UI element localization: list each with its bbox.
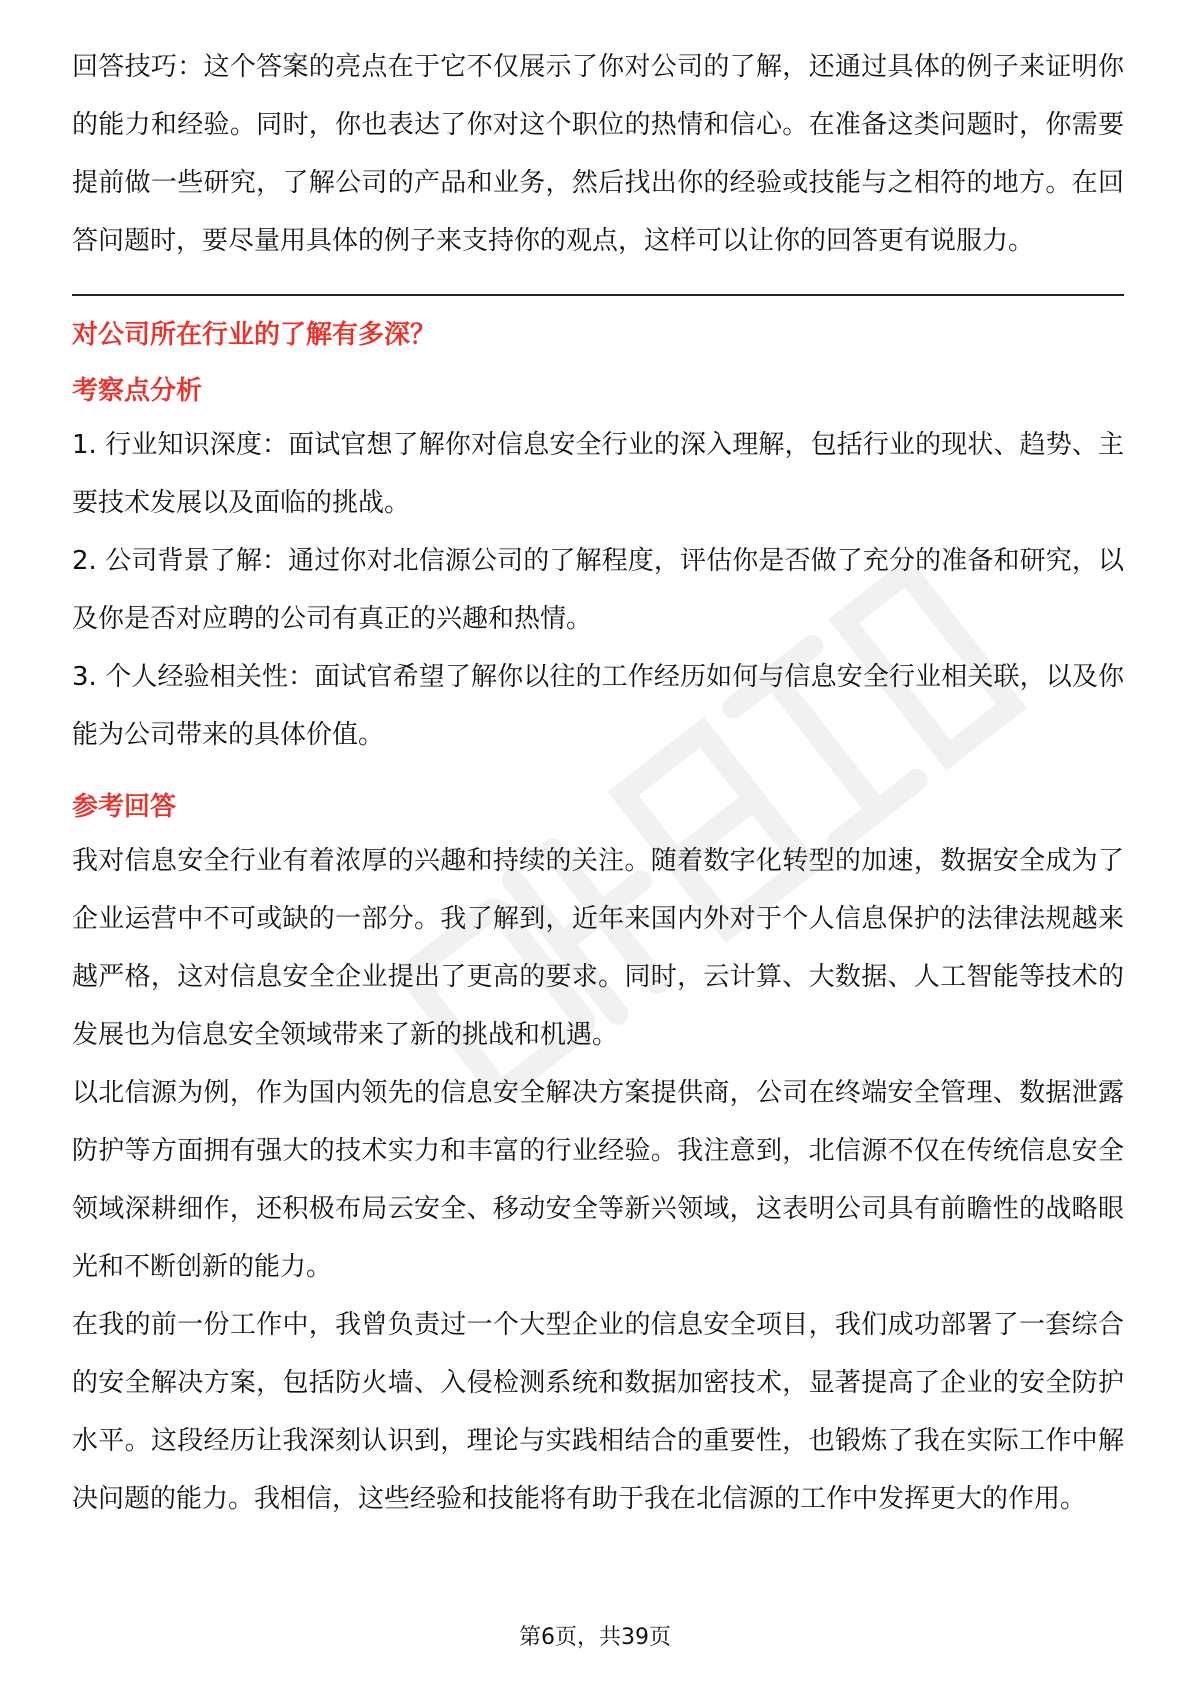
analysis-item-3: 3. 个人经验相关性：面试官希望了解你以往的工作经历如何与信息安全行业相关联，以及你能为公司带来的具体价值。 — [72, 662, 1124, 750]
analysis-item-2: 2. 公司背景了解：通过你对北信源公司的了解程度，评估你是否做了充分的准备和研究，以及你是否对应聘的公司有真正的兴趣和热情。 — [72, 546, 1124, 634]
section-divider — [72, 294, 1124, 296]
page-number: 第6页，共39页 — [519, 1625, 671, 1650]
answer-tip-paragraph: 回答技巧：这个答案的亮点在于它不仅展示了你对公司的了解，还通过具体的例子来证明你的能力和经验。同时，你也表达了你对这个职位的热情和信心。在准备这类问题时，你需要提前做一些研究，了解公司的产品和业务，然后找出你的经验或技能与之相符的地方。在回答问题时，要尽量用具体的例子来支持你的观点，这样可以让你的回答更有说服力。 — [72, 52, 1124, 256]
analysis-heading: 考察点分析 — [72, 376, 203, 406]
answer-heading: 参考回答 — [72, 792, 177, 822]
question-title: 对公司所在行业的了解有多深？ — [72, 320, 437, 350]
document-page — [72, 38, 1124, 1528]
analysis-item-1: 1. 行业知识深度：面试官想了解你对信息安全行业的深入理解，包括行业的现状、趋势、主要技术发展以及面临的挑战。 — [72, 430, 1124, 518]
answer-paragraph-1: 我对信息安全行业有着浓厚的兴趣和持续的关注。随着数字化转型的加速，数据安全成为了企业运营中不可或缺的一部分。我了解到，近年来国内外对于个人信息保护的法律法规越来越严格，这对信息安全企业提出了更高的要求。同时，云计算、大数据、人工智能等技术的发展也为信息安全领域带来了新的挑战和机遇。 — [72, 846, 1124, 1050]
answer-paragraph-2: 以北信源为例，作为国内领先的信息安全解决方案提供商，公司在终端安全管理、数据泄露防护等方面拥有强大的技术实力和丰富的行业经验。我注意到，北信源不仅在传统信息安全领域深耕细作，还积极布局云安全、移动安全等新兴领域，这表明公司具有前瞻性的战略眼光和不断创新的能力。 — [72, 1078, 1124, 1282]
answer-paragraph-3: 在我的前一份工作中，我曾负责过一个大型企业的信息安全项目，我们成功部署了一套综合的安全解决方案，包括防火墙、入侵检测系统和数据加密技术，显著提高了企业的安全防护水平。这段经历让我深刻认识到，理论与实践相结合的重要性，也锻炼了我在实际工作中解决问题的能力。我相信，这些经验和技能将有助于我在北信源的工作中发挥更大的作用。 — [72, 1310, 1124, 1514]
